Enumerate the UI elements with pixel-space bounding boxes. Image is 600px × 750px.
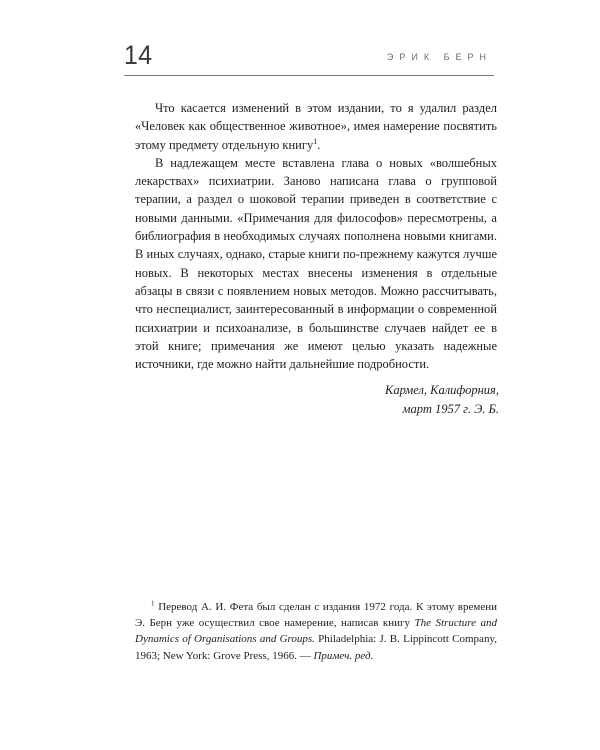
paragraph-1-end: .	[317, 137, 321, 152]
footnote-text-a: Перевод А. И. Фета был сделан с издания 1972 года. К этому времени Э. Берн уже осуществил свое намерение, написав книгу	[135, 601, 497, 630]
paragraph-2: В надлежащем месте вставлена глава о новых «волшебных лекарствах» психиатрии. Заново написана глава о групповой терапии, а раздел о шоковой терапии приведен в соответствие с новыми данными. «Примечания для философов» пересмотрены, а библиография в необходимых случаях пополнена новыми книгами. В иных случаях, однако, старые книги по-прежнему кажутся лучше новых. В некоторых местах внесены изменения в отдельные абзацы в связи с появлением новых методов. Можно рассчитывать, что неспециалист, заинтересованный в информации о современной психиатрии и психоанализе, в большинстве случаев найдет ее в этой книге; примечания же имеют целью указать надежные источники, где можно найти дальнейшие подробности.	[135, 155, 497, 372]
page-number: 14	[124, 40, 153, 70]
footnote-text-b: Philadelphia: J. B. Lippincott Company, 1963; New York: Grove Press, 1966. —	[135, 633, 497, 662]
footnote-marker: 1	[151, 599, 155, 608]
footnote-editor-note: Примеч. ред.	[313, 649, 374, 662]
signature-place: Кармел, Калифорния,	[385, 383, 499, 397]
footnote-reference[interactable]: 1	[313, 136, 318, 146]
footnote-text	[135, 599, 497, 664]
footnote-book-title: The Structure and Dynamics of Organisations and Groups.	[135, 617, 497, 646]
paragraph-1-text: Что касается изменений в этом издании, то я удалил раздел «Человек как общественное животное», имея намерение посвятить этому предмету отдельную книгу	[135, 101, 497, 152]
body-text	[135, 99, 497, 373]
footnote	[135, 599, 497, 664]
running-head-author: ЭРИК БЕРН	[386, 52, 492, 62]
signature-date-initials: март 1957 г. Э. Б.	[402, 402, 499, 416]
paragraph-1	[135, 99, 497, 154]
signature	[385, 381, 499, 419]
header-rule	[124, 75, 494, 76]
